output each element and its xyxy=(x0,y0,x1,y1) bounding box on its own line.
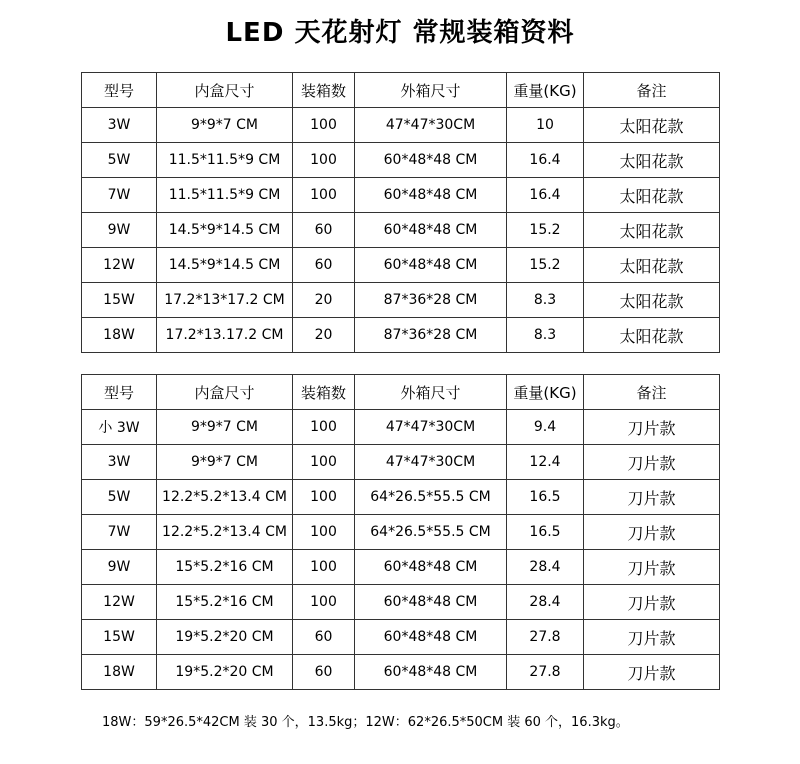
header-quantity-per-carton: 装箱数 xyxy=(293,375,355,410)
cell-quantity: 100 xyxy=(293,445,355,480)
header-model: 型号 xyxy=(82,73,157,108)
cell-inner-box-size: 11.5*11.5*9 CM xyxy=(157,143,293,178)
cell-quantity: 100 xyxy=(293,515,355,550)
table-row xyxy=(82,480,720,515)
cell-outer-carton-size: 64*26.5*55.5 CM xyxy=(355,480,507,515)
sunflower-packing-table xyxy=(81,72,720,353)
cell-inner-box-size: 9*9*7 CM xyxy=(157,410,293,445)
cell-weight: 28.4 xyxy=(507,585,584,620)
blade-packing-table xyxy=(81,374,720,690)
cell-remark: 太阳花款 xyxy=(584,108,720,143)
table-row xyxy=(82,213,720,248)
cell-quantity: 60 xyxy=(293,248,355,283)
cell-remark: 太阳花款 xyxy=(584,318,720,353)
header-outer-carton-size: 外箱尺寸 xyxy=(355,73,507,108)
cell-model: 15W xyxy=(82,620,157,655)
cell-remark: 刀片款 xyxy=(584,480,720,515)
cell-weight: 16.4 xyxy=(507,143,584,178)
cell-model: 12W xyxy=(82,248,157,283)
cell-outer-carton-size: 60*48*48 CM xyxy=(355,213,507,248)
cell-outer-carton-size: 60*48*48 CM xyxy=(355,248,507,283)
table-row xyxy=(82,410,720,445)
footnote: 18W：59*26.5*42CM 装 30 个，13.5kg；12W：62*26.5*50CM 装 60 个，16.3kg。 xyxy=(102,715,629,730)
header-quantity-per-carton: 装箱数 xyxy=(293,73,355,108)
cell-model: 15W xyxy=(82,283,157,318)
cell-quantity: 100 xyxy=(293,550,355,585)
cell-weight: 15.2 xyxy=(507,248,584,283)
cell-outer-carton-size: 47*47*30CM xyxy=(355,445,507,480)
cell-remark: 太阳花款 xyxy=(584,213,720,248)
header-inner-box-size: 内盒尺寸 xyxy=(157,73,293,108)
cell-inner-box-size: 15*5.2*16 CM xyxy=(157,585,293,620)
cell-remark: 刀片款 xyxy=(584,620,720,655)
cell-model: 7W xyxy=(82,178,157,213)
page-title: LED 天花射灯 常规装箱资料 xyxy=(225,18,575,48)
cell-remark: 太阳花款 xyxy=(584,143,720,178)
cell-weight: 27.8 xyxy=(507,655,584,690)
cell-inner-box-size: 9*9*7 CM xyxy=(157,108,293,143)
cell-outer-carton-size: 60*48*48 CM xyxy=(355,585,507,620)
cell-remark: 太阳花款 xyxy=(584,178,720,213)
table-row xyxy=(82,620,720,655)
cell-weight: 8.3 xyxy=(507,318,584,353)
cell-weight: 16.5 xyxy=(507,480,584,515)
cell-inner-box-size: 14.5*9*14.5 CM xyxy=(157,213,293,248)
cell-weight: 8.3 xyxy=(507,283,584,318)
cell-model: 7W xyxy=(82,515,157,550)
cell-quantity: 20 xyxy=(293,283,355,318)
cell-inner-box-size: 14.5*9*14.5 CM xyxy=(157,248,293,283)
cell-inner-box-size: 19*5.2*20 CM xyxy=(157,655,293,690)
cell-inner-box-size: 15*5.2*16 CM xyxy=(157,550,293,585)
cell-model: 5W xyxy=(82,143,157,178)
cell-weight: 27.8 xyxy=(507,620,584,655)
cell-quantity: 60 xyxy=(293,655,355,690)
table-row xyxy=(82,248,720,283)
cell-outer-carton-size: 60*48*48 CM xyxy=(355,620,507,655)
cell-quantity: 100 xyxy=(293,480,355,515)
cell-quantity: 100 xyxy=(293,143,355,178)
table-row xyxy=(82,283,720,318)
cell-inner-box-size: 19*5.2*20 CM xyxy=(157,620,293,655)
cell-weight: 12.4 xyxy=(507,445,584,480)
header-weight: 重量(KG) xyxy=(507,375,584,410)
header-outer-carton-size: 外箱尺寸 xyxy=(355,375,507,410)
cell-model: 9W xyxy=(82,550,157,585)
header-model: 型号 xyxy=(82,375,157,410)
cell-outer-carton-size: 64*26.5*55.5 CM xyxy=(355,515,507,550)
cell-model: 5W xyxy=(82,480,157,515)
cell-quantity: 100 xyxy=(293,108,355,143)
cell-outer-carton-size: 60*48*48 CM xyxy=(355,655,507,690)
cell-model: 18W xyxy=(82,655,157,690)
cell-remark: 刀片款 xyxy=(584,550,720,585)
cell-quantity: 60 xyxy=(293,620,355,655)
cell-outer-carton-size: 87*36*28 CM xyxy=(355,283,507,318)
cell-quantity: 100 xyxy=(293,178,355,213)
cell-quantity: 100 xyxy=(293,410,355,445)
cell-model: 12W xyxy=(82,585,157,620)
cell-remark: 刀片款 xyxy=(584,655,720,690)
cell-outer-carton-size: 47*47*30CM xyxy=(355,410,507,445)
cell-model: 3W xyxy=(82,108,157,143)
cell-remark: 刀片款 xyxy=(584,585,720,620)
header-remark: 备注 xyxy=(584,375,720,410)
table-header-row xyxy=(82,375,720,410)
cell-weight: 16.4 xyxy=(507,178,584,213)
table-row xyxy=(82,655,720,690)
table-row xyxy=(82,178,720,213)
cell-inner-box-size: 12.2*5.2*13.4 CM xyxy=(157,480,293,515)
cell-outer-carton-size: 60*48*48 CM xyxy=(355,178,507,213)
cell-inner-box-size: 9*9*7 CM xyxy=(157,445,293,480)
cell-remark: 刀片款 xyxy=(584,515,720,550)
table-row xyxy=(82,318,720,353)
cell-remark: 刀片款 xyxy=(584,445,720,480)
cell-remark: 太阳花款 xyxy=(584,283,720,318)
cell-inner-box-size: 17.2*13*17.2 CM xyxy=(157,283,293,318)
cell-remark: 太阳花款 xyxy=(584,248,720,283)
table-row xyxy=(82,585,720,620)
cell-weight: 28.4 xyxy=(507,550,584,585)
header-inner-box-size: 内盒尺寸 xyxy=(157,375,293,410)
cell-inner-box-size: 17.2*13.17.2 CM xyxy=(157,318,293,353)
cell-model: 9W xyxy=(82,213,157,248)
header-remark: 备注 xyxy=(584,73,720,108)
cell-inner-box-size: 12.2*5.2*13.4 CM xyxy=(157,515,293,550)
cell-model: 小 3W xyxy=(82,410,157,445)
cell-inner-box-size: 11.5*11.5*9 CM xyxy=(157,178,293,213)
cell-weight: 9.4 xyxy=(507,410,584,445)
cell-weight: 16.5 xyxy=(507,515,584,550)
table-row xyxy=(82,445,720,480)
table-header-row xyxy=(82,73,720,108)
header-weight: 重量(KG) xyxy=(507,73,584,108)
cell-model: 3W xyxy=(82,445,157,480)
cell-quantity: 60 xyxy=(293,213,355,248)
cell-outer-carton-size: 47*47*30CM xyxy=(355,108,507,143)
cell-outer-carton-size: 87*36*28 CM xyxy=(355,318,507,353)
table-row xyxy=(82,550,720,585)
cell-quantity: 20 xyxy=(293,318,355,353)
cell-model: 18W xyxy=(82,318,157,353)
cell-remark: 刀片款 xyxy=(584,410,720,445)
table-row xyxy=(82,143,720,178)
cell-outer-carton-size: 60*48*48 CM xyxy=(355,550,507,585)
cell-quantity: 100 xyxy=(293,585,355,620)
cell-weight: 15.2 xyxy=(507,213,584,248)
cell-outer-carton-size: 60*48*48 CM xyxy=(355,143,507,178)
table-row xyxy=(82,108,720,143)
cell-weight: 10 xyxy=(507,108,584,143)
table-row xyxy=(82,515,720,550)
